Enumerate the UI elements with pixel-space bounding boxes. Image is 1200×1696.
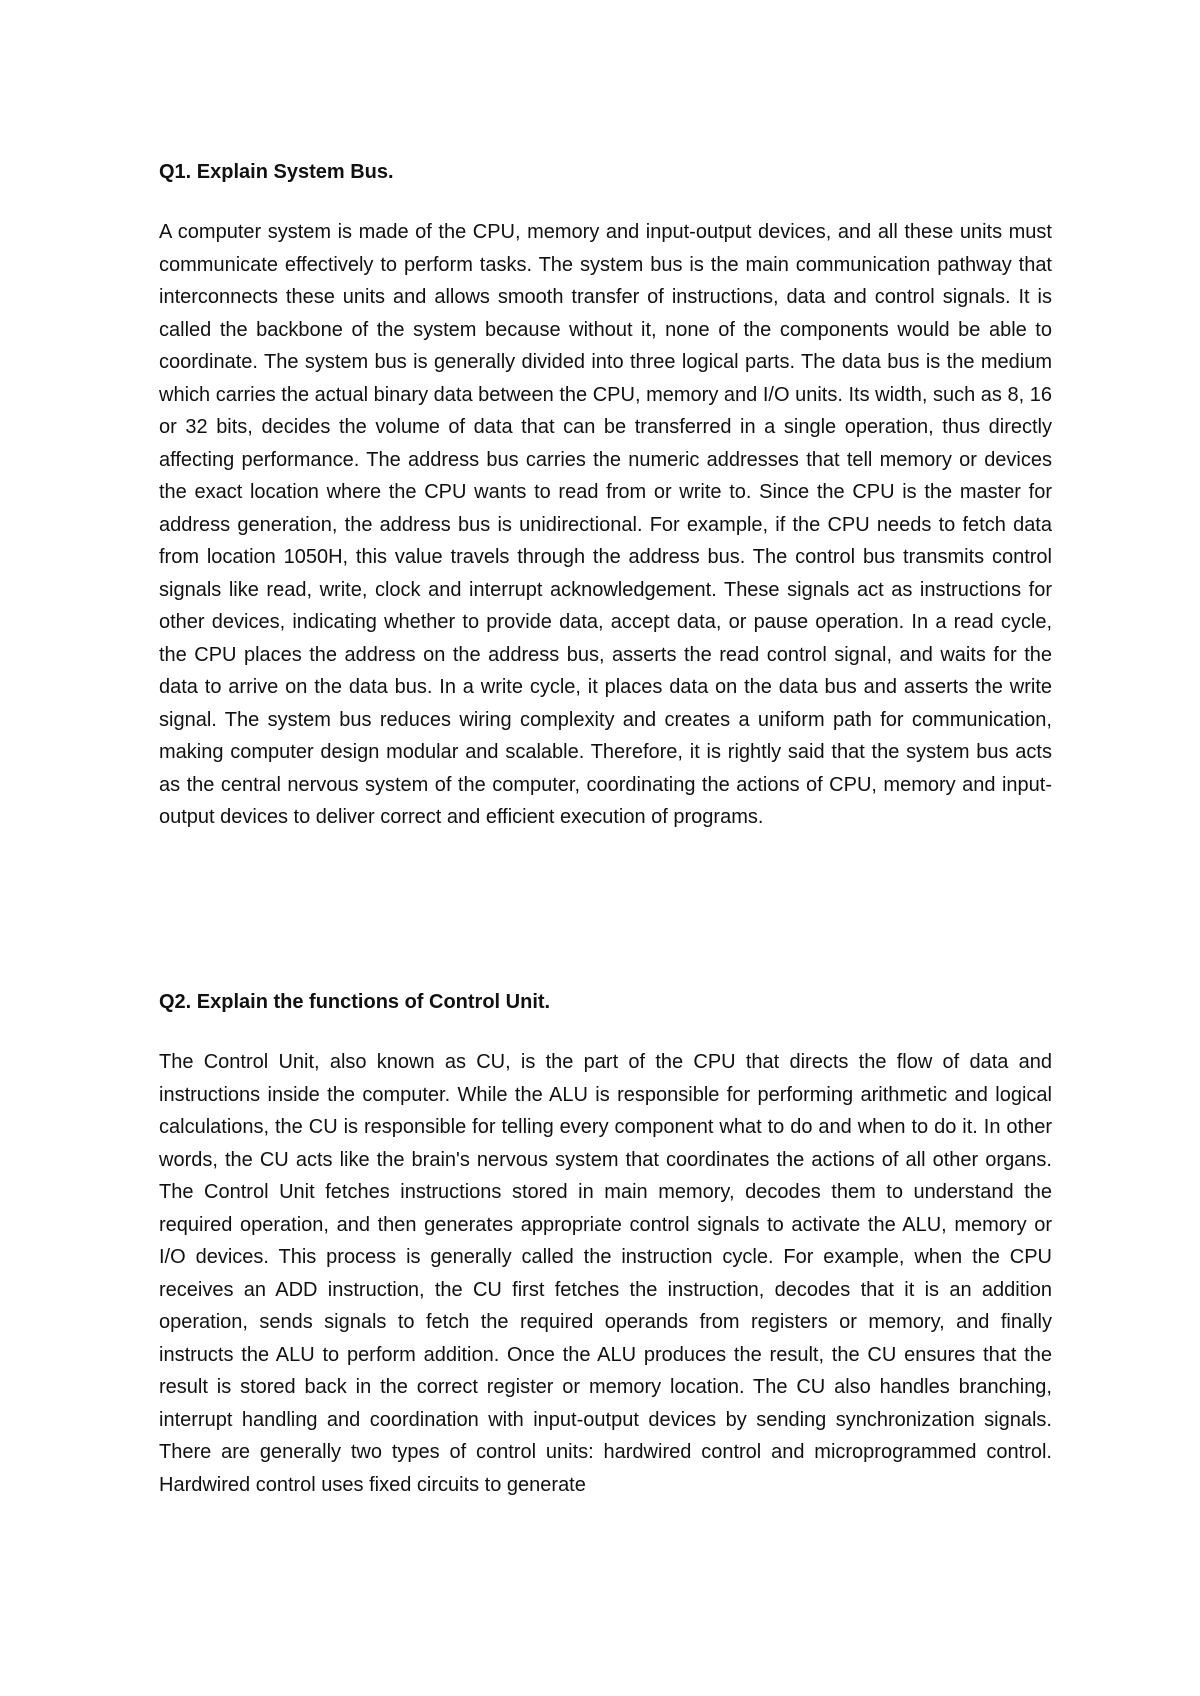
- question-title: Q1. Explain System Bus.: [159, 161, 394, 183]
- section-q1: [159, 156, 1052, 834]
- answer-paragraph: A computer system is made of the CPU, memory and input-output devices, and all these units must communicate effectively to perform tasks. The system bus is the main communication pathway that interconnects these units and allows smooth transfer of instructions, data and control signals. It is called the backbone of the system because without it, none of the components would be able to coordinate. The system bus is generally divided into three logical parts. The data bus is the medium which carries the actual binary data between the CPU, memory and I/O units. Its width, such as 8, 16 or 32 bits, decides the volume of data that can be transferred in a single operation, thus directly affecting performance. The address bus carries the numeric addresses that tell memory or devices the exact location where the CPU wants to read from or write to. Since the CPU is the master for address generation, the address bus is unidirectional. For example, if the CPU needs to fetch data from location 1050H, this value travels through the address bus. The control bus transmits control signals like read, write, clock and interrupt acknowledgement. These signals act as instructions for other devices, indicating whether to provide data, accept data, or pause operation. In a read cycle, the CPU places the address on the address bus, asserts the read control signal, and waits for the data to arrive on the data bus. In a write cycle, it places data on the data bus and asserts the write signal. The system bus reduces wiring complexity and creates a uniform path for communication, making computer design modular and scalable. Therefore, it is rightly said that the system bus acts as the central nervous system of the computer, coordinating the actions of CPU, memory and input-output devices to deliver correct and efficient execution of programs.: [159, 221, 1052, 828]
- question-title: Q2. Explain the functions of Control Unit.: [159, 991, 551, 1013]
- section-q2: [159, 986, 1052, 1501]
- answer-paragraph: The Control Unit, also known as CU, is the part of the CPU that directs the flow of data and instructions inside the computer. While the ALU is responsible for performing arithmetic and logical calculations, the CU is responsible for telling every component what to do and when to do it. In other words, the CU acts like the brain's nervous system that coordinates the actions of all other organs. The Control Unit fetches instructions stored in main memory, decodes them to understand the required operation, and then generates appropriate control signals to activate the ALU, memory or I/O devices. This process is generally called the instruction cycle. For example, when the CPU receives an ADD instruction, the CU first fetches the instruction, decodes that it is an addition operation, sends signals to fetch the required operands from registers or memory, and finally instructs the ALU to perform addition. Once the ALU produces the result, the CU ensures that the result is stored back in the correct register or memory location. The CU also handles branching, interrupt handling and coordination with input-output devices by sending synchronization signals. There are generally two types of control units: hardwired control and microprogrammed control. Hardwired control uses fixed circuits to generate: [159, 1051, 1052, 1496]
